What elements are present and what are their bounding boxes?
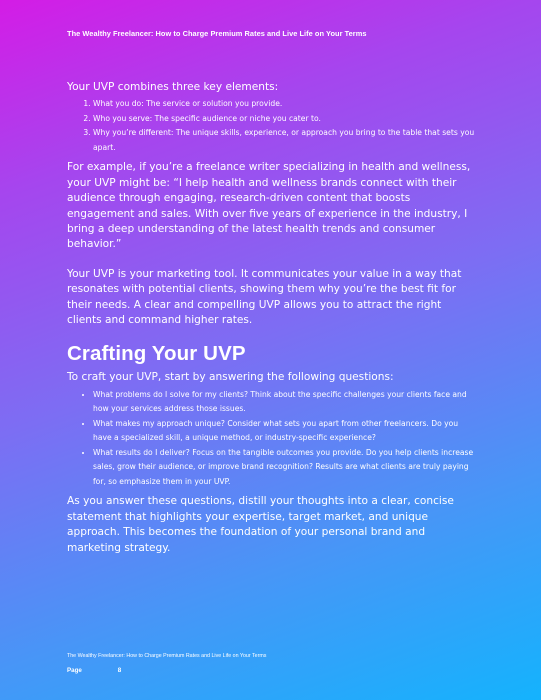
page-number-value: 8 [117, 667, 122, 674]
running-header: The Wealthy Freelancer: How to Charge Premium Rates and Live Life on Your Terms [67, 29, 367, 38]
list-item: 1. What you do: The service or solution you provide. [93, 97, 475, 112]
uvp-intro: Your UVP combines three key elements: [67, 81, 279, 93]
list-item: • What makes my approach unique? Consider what sets you apart from other freelancers. Do you have a specialized skill, a unique method, or industry-specific experience? [93, 417, 475, 446]
uvp-elements-list [67, 97, 475, 155]
page-content [67, 80, 475, 570]
running-footer: The Wealthy Freelancer: How to Charge Premium Rates and Live Life on Your Terms [67, 653, 267, 659]
section-heading: Crafting Your UVP [67, 342, 246, 366]
uvp-marketing-paragraph: Your UVP is your marketing tool. It communicates your value in a way that resonates with potential clients, showing them why you’re the best fit for their needs. A clear and compelling UVP allows you to attract the right clients and command higher rates. [67, 267, 462, 327]
crafting-questions-list [67, 388, 475, 490]
uvp-example-paragraph: For example, if you’re a freelance writer specializing in health and wellness, your UVP might be: “I help health and wellness brands connect with their audience through engaging, research-driven content that boosts engagement and sales. With over five years of experience in the industry, I bring a deep understanding of the latest health trends and consumer behavior.” [67, 161, 471, 251]
crafting-intro: To craft your UVP, start by answering the following questions: [67, 371, 394, 384]
page-label: Page [67, 667, 82, 674]
list-item: 3. Why you’re different: The unique skills, experience, or approach you bring to the table that sets you apart. [93, 126, 475, 155]
crafting-conclusion-paragraph: As you answer these questions, distill your thoughts into a clear, concise statement that highlights your expertise, target market, and unique approach. This becomes the foundation of your personal brand and marketing strategy. [67, 495, 454, 554]
list-item: • What results do I deliver? Focus on the tangible outcomes you provide. Do you help clients increase sales, grow their audience, or improve brand recognition? Results are what clients are truly paying for, so emphasize them in your UVP. [93, 446, 475, 490]
list-item: • What problems do I solve for my clients? Think about the specific challenges your clients face and how your services address those issues. [93, 388, 475, 417]
page-number [67, 667, 121, 674]
list-item: 2. Who you serve: The specific audience or niche you cater to. [93, 112, 475, 127]
